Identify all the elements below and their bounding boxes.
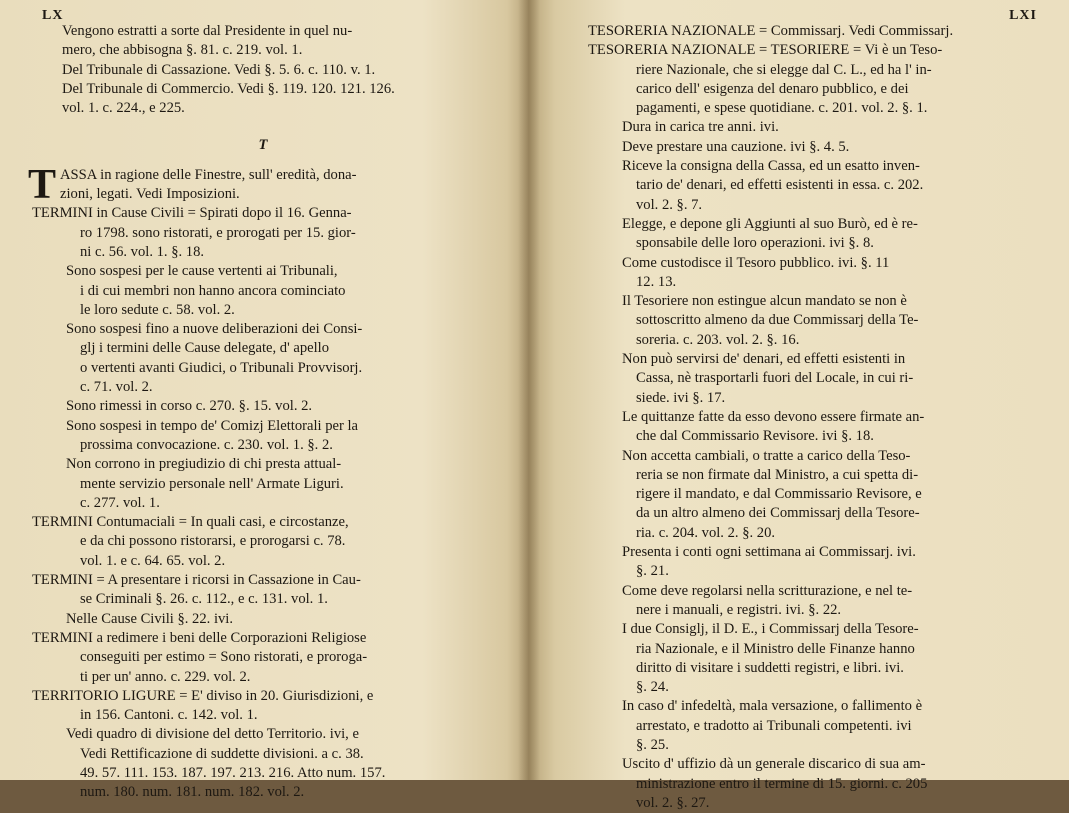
text-line: Vengono estratti a sorte dal Presidente in quel nu- [62,23,353,39]
entry-line: ni c. 56. vol. 1. §. 18. [80,243,205,260]
entry-line: reria se non firmate dal Ministro, a cui spetta di- [636,466,919,483]
entry-line: In caso d' infedeltà, mala versazione, o fallimento è [622,698,923,715]
entry-line: o vertenti avanti Giudici, o Tribunali Provvisorj. [80,359,363,376]
entry-line: TERMINI a redimere i beni delle Corporazioni Religiose [32,629,367,646]
entry-line: Deve prestare una cauzione. ivi §. 4. 5. [622,138,850,155]
entry-line: sponsabile delle loro operazioni. ivi §. 8. [636,235,874,252]
entry-line: pagamenti, e spese quotidiane. c. 201. vol. 2. §. 1. [636,100,928,117]
text-line: Del Tribunale di Cassazione. Vedi §. 5. 6. c. 110. v. 1. [62,61,376,78]
entry-line: ro 1798. sono ristorati, e prorogati per 15. gior- [80,224,356,241]
entry-line: §. 24. [636,679,669,696]
entry-line: TERMINI Contumaciali = In quali casi, e circostanze, [32,514,349,531]
text-line: vol. 1. c. 224., e 225. [62,100,185,117]
entry-line: TERMINI in Cause Civili = Spirati dopo il 16. Genna- [32,205,352,222]
tassa-entry [28,161,494,208]
entry-line: Dura in carica tre anni. ivi. [622,119,779,136]
entry-line: siede. ivi §. 17. [636,389,726,406]
entry-line: ria Nazionale, e il Ministro delle Finanze hanno [636,640,915,657]
entry-line: Non accetta cambiali, o tratte a carico della Teso- [622,447,911,464]
left-page [0,0,528,801]
entry-line: prossima convocazione. c. 230. vol. 1. §. 2. [80,436,333,453]
entry-line: vol. 2. §. 7. [636,196,703,213]
entry-line: Sono sospesi per le cause vertenti ai Tribunali, [66,263,338,280]
text-line: Del Tribunale di Commercio. Vedi §. 119. 120. 121. 126. [62,80,395,97]
entry-line: e da chi possono ristorarsi, e prorogarsi c. 78. [80,533,346,550]
entry-line: Il Tesoriere non estingue alcun mandato se non è [622,293,907,310]
entry-line: mente servizio personale nell' Armate Liguri. [80,475,344,492]
entry-line: carico dell' esigenza del denaro pubblico, e dei [636,80,909,97]
entry-line: Presenta i conti ogni settimana ai Commissarj. ivi. [622,544,916,561]
right-page [528,0,1069,811]
entry-line: rigere il mandato, e dal Commissario Revisore, e [636,486,922,503]
book-gutter [518,0,540,780]
entry-line: da un altro almeno dei Commissarj della Tesore- [636,505,920,522]
entry-line: vol. 1. e c. 64. 65. vol. 2. [80,552,226,569]
entry-line: Nelle Cause Civili §. 22. ivi. [66,610,234,627]
entry-line: §. 25. [636,736,669,753]
entry-line: Sono sospesi in tempo de' Comizj Elettorali per la [66,417,359,434]
tassa-text-2: zioni, legati. Vedi Imposizioni. [60,186,240,203]
entry-line: Cassa, nè trasportarli fuori del Locale, in cui ri- [636,370,914,387]
entry-line: I due Consiglj, il D. E., i Commissarj della Tesore- [622,621,919,638]
entry-line: ria. c. 204. vol. 2. §. 20. [636,524,776,541]
entry-line: le loro sedute c. 58. vol. 2. [80,301,235,318]
entry-line: Sono sospesi fino a nuove deliberazioni dei Consi- [66,321,363,338]
entry-line: 12. 13. [636,273,677,290]
entry-line: num. 180. num. 181. num. 182. vol. 2. [80,784,305,801]
entry-line: Le quittanze fatte da esso devono essere firmate an- [622,408,925,425]
entry-line: glj i termini delle Cause delegate, d' apello [80,340,330,357]
entry-line: c. 71. vol. 2. [80,379,153,396]
entry-line: Come deve regolarsi nella scritturazione, e nel te- [622,582,913,599]
entry-line: se Criminali §. 26. c. 112., e c. 131. vol. 1. [80,591,328,608]
entry-line: Vedi Rettificazione di suddette divisioni. a c. 38. [80,745,364,762]
entry-line: soreria. c. 203. vol. 2. §. 16. [636,331,800,348]
entry-line: c. 277. vol. 1. [80,494,160,511]
entry-line: ministrazione entro il termine di 15. giorni. c. 205 [636,775,928,792]
page-number-right: LXI [1009,8,1037,23]
entry-line: Come custodisce il Tesoro pubblico. ivi. §. 11 [622,254,890,271]
section-letter: T [258,137,268,154]
entry-line: sottoscritto almeno da due Commissarj della Te- [636,312,919,329]
entry-line: ti per un' anno. c. 229. vol. 2. [80,668,251,685]
entry-line: §. 21. [636,563,669,580]
entry-line: Uscito d' uffizio dà un generale discarico di sua am- [622,756,926,773]
page-number-left: LX [42,8,64,23]
entry-line: vol. 2. §. 27. [636,794,710,811]
entry-line: arrestato, e tradotto ai Tribunali competenti. ivi [636,717,912,734]
entry-line: conseguiti per estimo = Sono ristorati, e proroga- [80,649,368,666]
entry-line: che dal Commissario Revisore. ivi §. 18. [636,428,874,445]
entry-line: TESORERIA NAZIONALE = TESORIERE = Vi è un Teso- [588,42,943,59]
entry-line: 49. 57. 111. 153. 187. 197. 213. 216. Atto num. 157. [80,764,386,781]
entry-line: in 156. Cantoni. c. 142. vol. 1. [80,707,258,724]
entry-line: tario de' denari, ed effetti esistenti in essa. c. 202. [636,177,924,194]
entry-line: TERMINI = A presentare i ricorsi in Cassazione in Cau- [32,572,361,589]
drop-cap: T [28,161,57,208]
entry-line: Elegge, e depone gli Aggiunti al suo Burò, ed è re- [622,215,918,232]
entry-line: i di cui membri non hanno ancora cominciato [80,282,346,299]
text-line: mero, che abbisogna §. 81. c. 219. vol. 1. [62,42,303,59]
entry-line: Non può servirsi de' denari, ed effetti esistenti in [622,351,906,368]
entry-line: Sono rimessi in corso c. 270. §. 15. vol. 2. [66,398,313,415]
entry-line: Vedi quadro di divisione del detto Territorio. ivi, e [66,726,359,743]
tassa-text: ASSA in ragione delle Finestre, sull' eredità, dona- [60,166,357,183]
entry-line: Riceve la consigna della Cassa, ed un esatto inven- [622,158,920,175]
entry-line: nere i manuali, e registri. ivi. §. 22. [636,601,842,618]
entry-line: Non corrono in pregiudizio di chi presta attual- [66,456,342,473]
entry-line: diritto di visitare i suddetti registri, e libri. ivi. [636,659,904,676]
entry-line: riere Nazionale, che si elegge dal C. L., ed ha l' in- [636,61,932,78]
entry-line: TERRITORIO LIGURE = E' diviso in 20. Giurisdizioni, e [32,687,374,704]
entry-line: TESORERIA NAZIONALE = Commissarj. Vedi Commissarj. [588,23,954,39]
